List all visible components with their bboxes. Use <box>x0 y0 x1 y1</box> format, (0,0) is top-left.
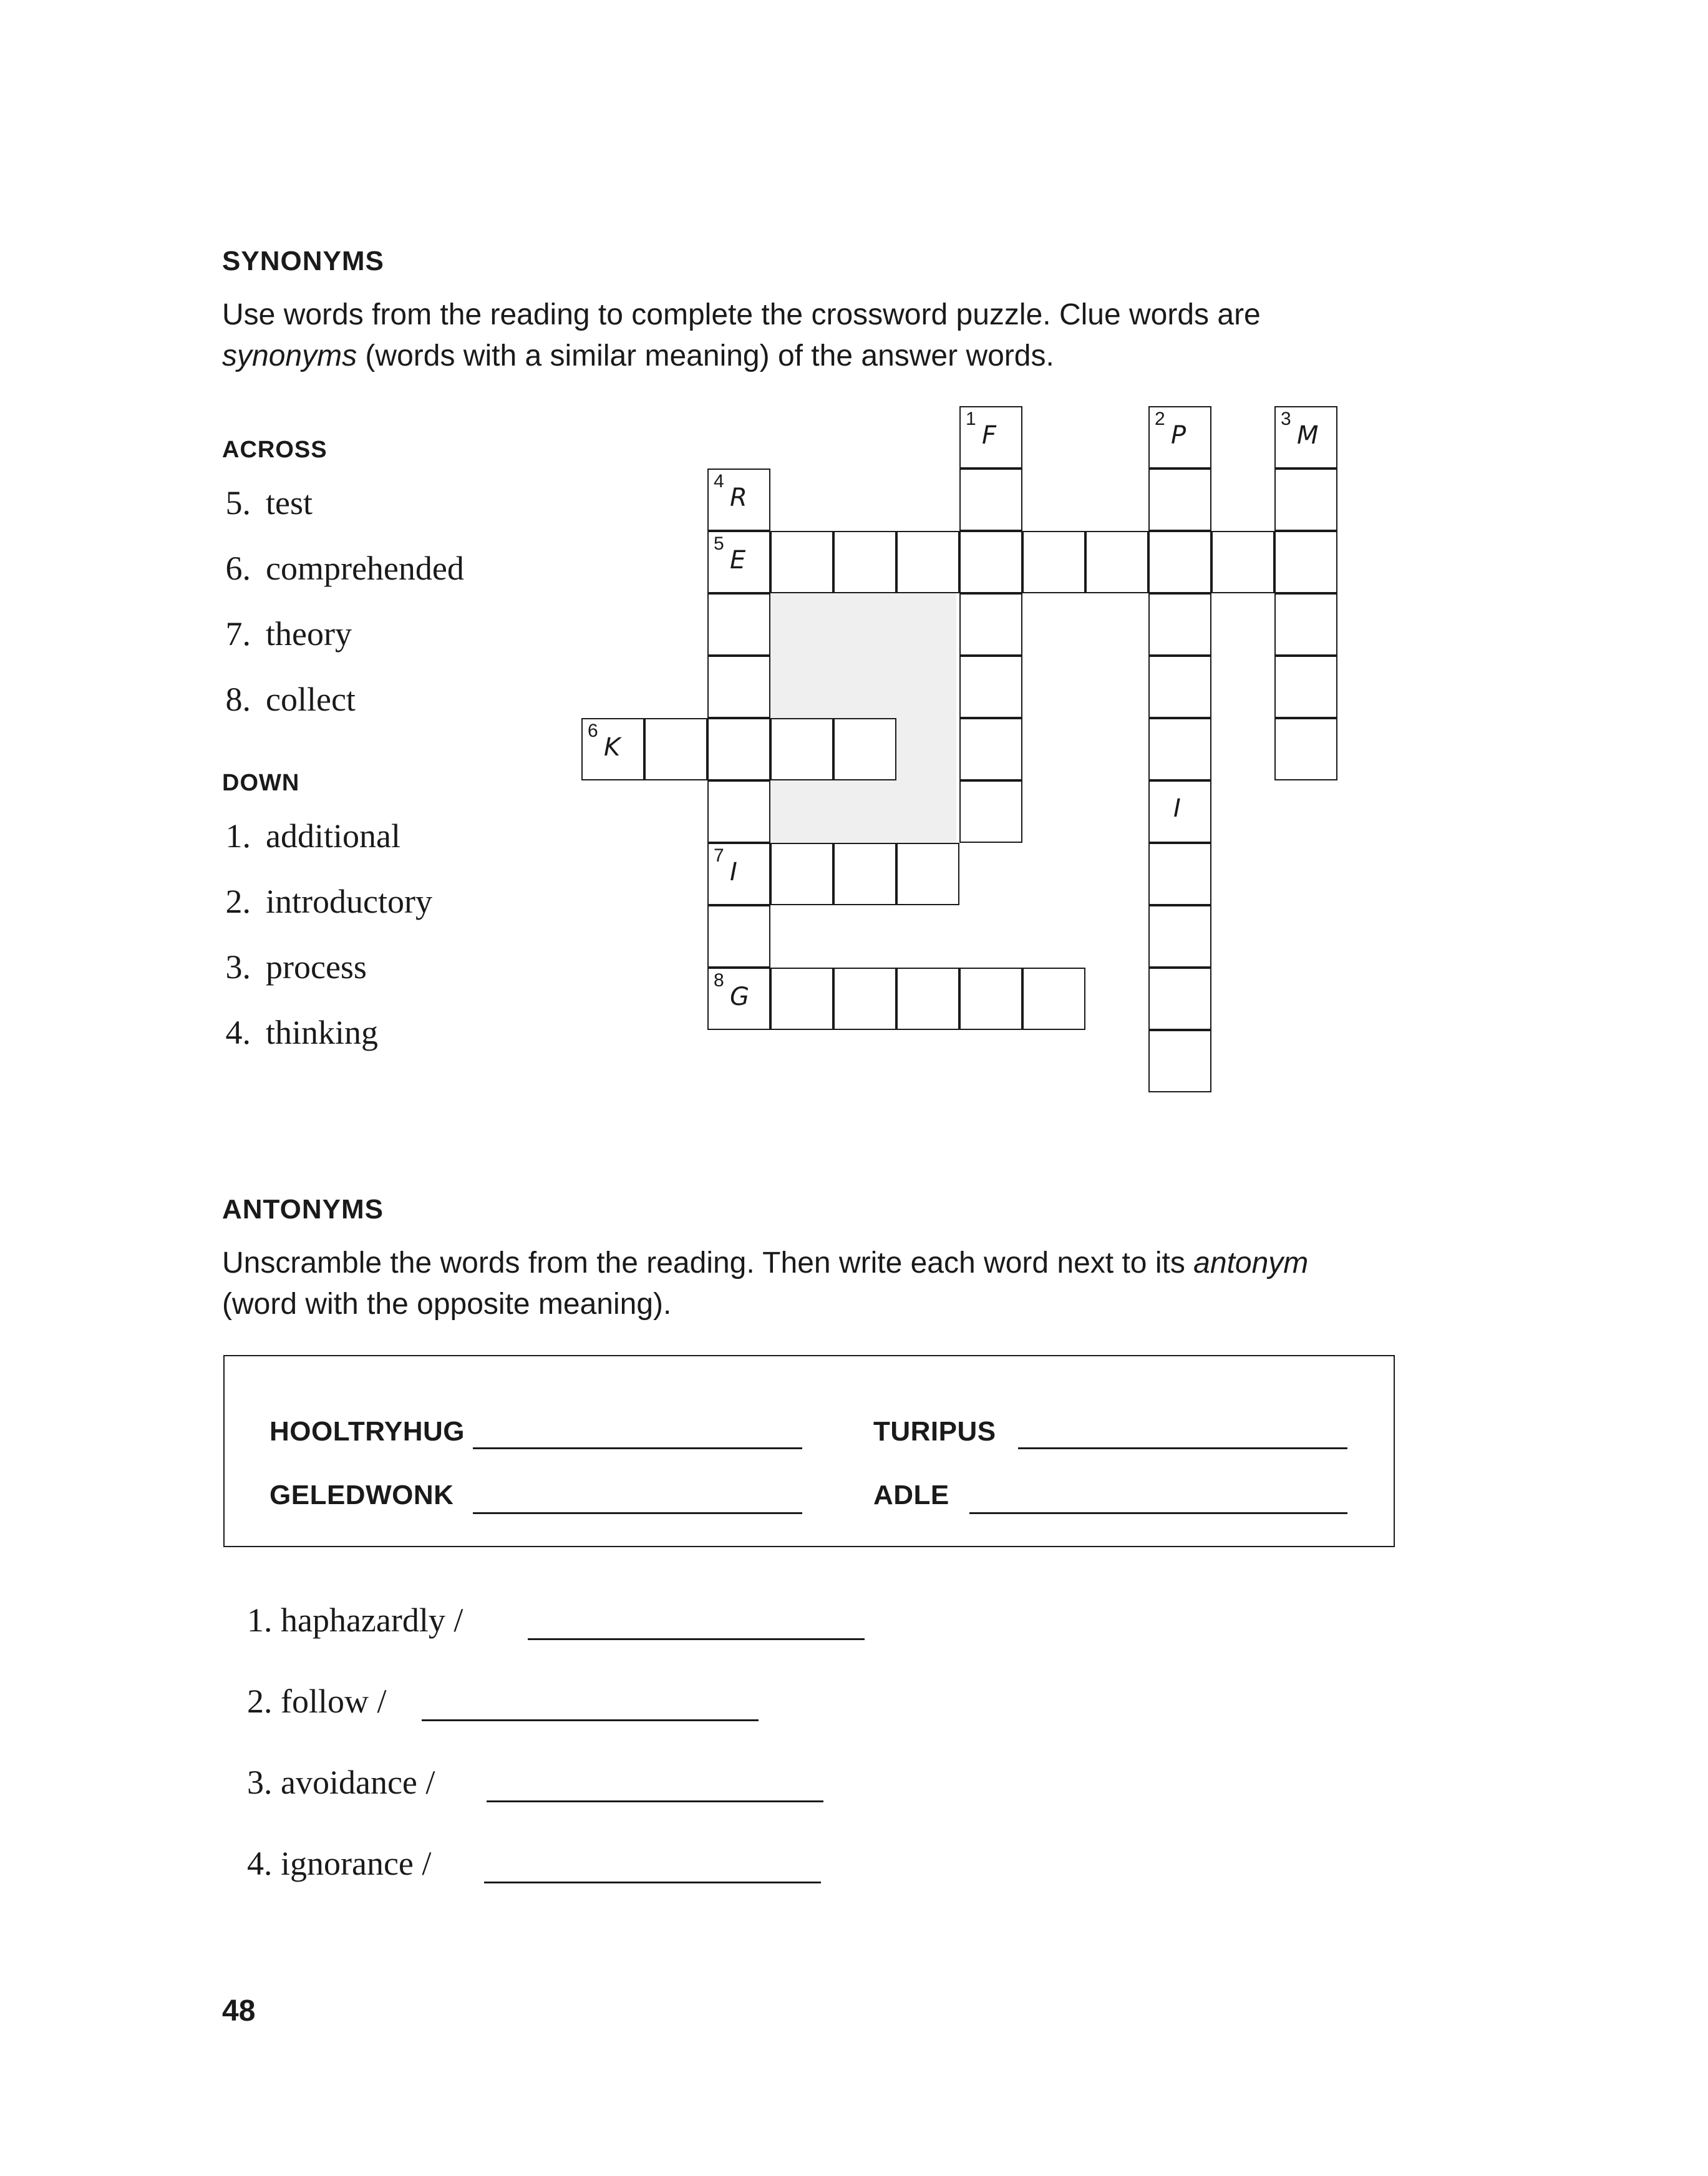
across-clue-5 <box>201 470 464 536</box>
crossword-cell[interactable] <box>707 905 770 968</box>
synonyms-heading: SYNONYMS <box>222 246 384 276</box>
down-clue-3 <box>201 935 432 1000</box>
crossword-cell[interactable] <box>770 531 833 593</box>
answer-blank[interactable] <box>473 1512 802 1514</box>
down-clue-list <box>201 804 432 1066</box>
crossword-cell[interactable] <box>1274 593 1337 656</box>
cell-letter: E <box>730 546 746 575</box>
crossword-cell[interactable] <box>833 718 896 780</box>
clue-number: 5. <box>225 484 251 522</box>
down-clue-1 <box>201 804 432 869</box>
scrambled-word: ADLE <box>873 1480 949 1510</box>
word-bank-box <box>223 1355 1395 1547</box>
crossword-cell[interactable] <box>959 968 1022 1030</box>
scrambled-word: HOOLTRYHUG <box>269 1416 465 1447</box>
across-heading: ACROSS <box>222 437 328 463</box>
antonyms-heading: ANTONYMS <box>222 1194 384 1225</box>
clue-text: additional <box>266 817 400 855</box>
crossword-cell[interactable] <box>1148 843 1211 905</box>
crossword-cell[interactable] <box>959 531 1022 593</box>
crossword-cell[interactable] <box>1148 780 1211 843</box>
down-heading: DOWN <box>222 770 300 796</box>
cell-letter: I <box>1173 794 1181 823</box>
across-clue-8 <box>201 667 464 732</box>
answer-blank[interactable] <box>969 1512 1347 1514</box>
crossword-cell[interactable] <box>1148 718 1211 780</box>
clue-number: 8. <box>225 681 251 718</box>
cell-number: 8 <box>714 970 724 991</box>
cell-number: 3 <box>1281 409 1291 429</box>
clue-text: test <box>266 484 313 522</box>
clue-number: 4. <box>225 1014 251 1051</box>
crossword-cell[interactable] <box>959 780 1022 843</box>
antonyms-instruction-line1: Unscramble the words from the reading. Then write each word next to its <box>222 1246 1194 1280</box>
clue-text: introductory <box>266 883 432 920</box>
crossword-cell-1-down-start[interactable] <box>959 406 1022 469</box>
antonyms-instructions <box>222 1243 1407 1325</box>
crossword-cell[interactable] <box>833 531 896 593</box>
answer-blank[interactable] <box>487 1800 823 1802</box>
antonym-item-1 <box>247 1601 463 1639</box>
crossword-cell[interactable] <box>707 656 770 718</box>
cell-letter: G <box>730 983 749 1011</box>
cell-letter: M <box>1297 421 1319 450</box>
scrambled-word: GELEDWONK <box>269 1480 454 1510</box>
item-word: haphazardly / <box>281 1601 463 1639</box>
crossword-cell-2-down-start[interactable] <box>1148 406 1211 469</box>
across-clue-list <box>201 470 464 732</box>
cell-number: 4 <box>714 471 724 492</box>
crossword-cell-4-down-start[interactable] <box>707 469 770 531</box>
crossword-cell[interactable] <box>1148 593 1211 656</box>
cell-number: 5 <box>714 533 724 554</box>
cell-number: 7 <box>714 845 724 866</box>
crossword-cell[interactable] <box>707 593 770 656</box>
crossword-cell[interactable] <box>1274 531 1337 593</box>
crossword-cell-5-across-start[interactable] <box>707 531 770 593</box>
synonyms-italic-term: synonyms <box>222 339 357 372</box>
crossword-cell[interactable] <box>1274 656 1337 718</box>
synonyms-instruction-line2: (words with a similar meaning) of the answer words. <box>357 339 1054 372</box>
crossword-cell[interactable] <box>1085 531 1148 593</box>
crossword-cell[interactable] <box>1274 469 1337 531</box>
crossword-cell[interactable] <box>707 718 770 780</box>
antonym-item-4 <box>247 1844 431 1883</box>
crossword-cell[interactable] <box>896 531 959 593</box>
clue-number: 3. <box>225 948 251 986</box>
item-word: follow / <box>281 1683 387 1720</box>
crossword-cell[interactable] <box>1148 1030 1211 1092</box>
clue-text: thinking <box>266 1014 379 1051</box>
crossword-cell[interactable] <box>959 593 1022 656</box>
cell-letter: K <box>604 733 621 762</box>
crossword-cell[interactable] <box>770 968 833 1030</box>
cell-letter: P <box>1171 421 1186 450</box>
crossword-cell-7-across-start[interactable] <box>707 843 770 905</box>
crossword-cell[interactable] <box>959 469 1022 531</box>
cell-number: 1 <box>966 409 976 429</box>
item-number: 3. <box>247 1764 273 1801</box>
crossword-cell[interactable] <box>1274 718 1337 780</box>
crossword-cell[interactable] <box>1022 968 1085 1030</box>
crossword-cell[interactable] <box>707 780 770 843</box>
item-number: 4. <box>247 1845 273 1882</box>
clue-text: collect <box>266 681 356 718</box>
clue-number: 6. <box>225 550 251 587</box>
across-clue-7 <box>201 601 464 667</box>
answer-blank[interactable] <box>422 1719 759 1721</box>
crossword-cell[interactable] <box>1148 968 1211 1030</box>
item-number: 1. <box>247 1601 273 1639</box>
crossword-cell[interactable] <box>1148 656 1211 718</box>
cell-letter: I <box>730 858 737 886</box>
crossword-cell[interactable] <box>770 718 833 780</box>
clue-number: 7. <box>225 615 251 653</box>
down-clue-2 <box>201 869 432 935</box>
crossword-cell[interactable] <box>1211 531 1274 593</box>
crossword-cell[interactable] <box>1148 469 1211 531</box>
crossword-cell[interactable] <box>959 718 1022 780</box>
cell-letter: R <box>730 483 747 512</box>
antonyms-italic-term: antonym <box>1193 1246 1309 1280</box>
crossword-cell[interactable] <box>1148 905 1211 968</box>
item-word: ignorance / <box>281 1845 432 1882</box>
crossword-cell[interactable] <box>1148 531 1211 593</box>
cell-number: 2 <box>1155 409 1165 429</box>
scrambled-word: TURIPUS <box>873 1416 996 1447</box>
crossword-cell[interactable] <box>833 968 896 1030</box>
shaded-area <box>894 717 956 779</box>
antonyms-instruction-line2: (word with the opposite meaning). <box>222 1288 672 1321</box>
antonym-item-3 <box>247 1763 435 1802</box>
crossword-cell[interactable] <box>644 718 707 780</box>
crossword-cell[interactable] <box>833 843 896 905</box>
synonyms-instruction-line1: Use words from the reading to complete the crossword puzzle. Clue words are <box>222 298 1261 331</box>
answer-blank[interactable] <box>484 1882 821 1883</box>
crossword-cell-3-down-start[interactable] <box>1274 406 1337 469</box>
crossword-cell[interactable] <box>959 656 1022 718</box>
cell-number: 6 <box>588 721 598 741</box>
item-number: 2. <box>247 1683 273 1720</box>
crossword-cell[interactable] <box>1022 531 1085 593</box>
answer-blank[interactable] <box>1018 1447 1347 1449</box>
crossword-cell[interactable] <box>896 968 959 1030</box>
down-clue-4 <box>201 1000 432 1066</box>
answer-blank[interactable] <box>473 1447 802 1449</box>
across-clue-6 <box>201 536 464 601</box>
cell-letter: F <box>982 421 997 450</box>
page-number: 48 <box>222 1994 256 2028</box>
crossword-cell-6-across-start[interactable] <box>581 718 644 780</box>
crossword-cell-8-across-start[interactable] <box>707 968 770 1030</box>
clue-number: 1. <box>225 817 251 855</box>
item-word: avoidance / <box>281 1764 435 1801</box>
answer-blank[interactable] <box>528 1638 865 1640</box>
clue-text: process <box>266 948 367 986</box>
clue-number: 2. <box>225 883 251 920</box>
crossword-cell[interactable] <box>770 843 833 905</box>
crossword-cell[interactable] <box>896 843 959 905</box>
clue-text: comprehended <box>266 550 464 587</box>
synonyms-instructions <box>222 294 1407 377</box>
antonym-item-2 <box>247 1682 387 1721</box>
clue-text: theory <box>266 615 352 653</box>
